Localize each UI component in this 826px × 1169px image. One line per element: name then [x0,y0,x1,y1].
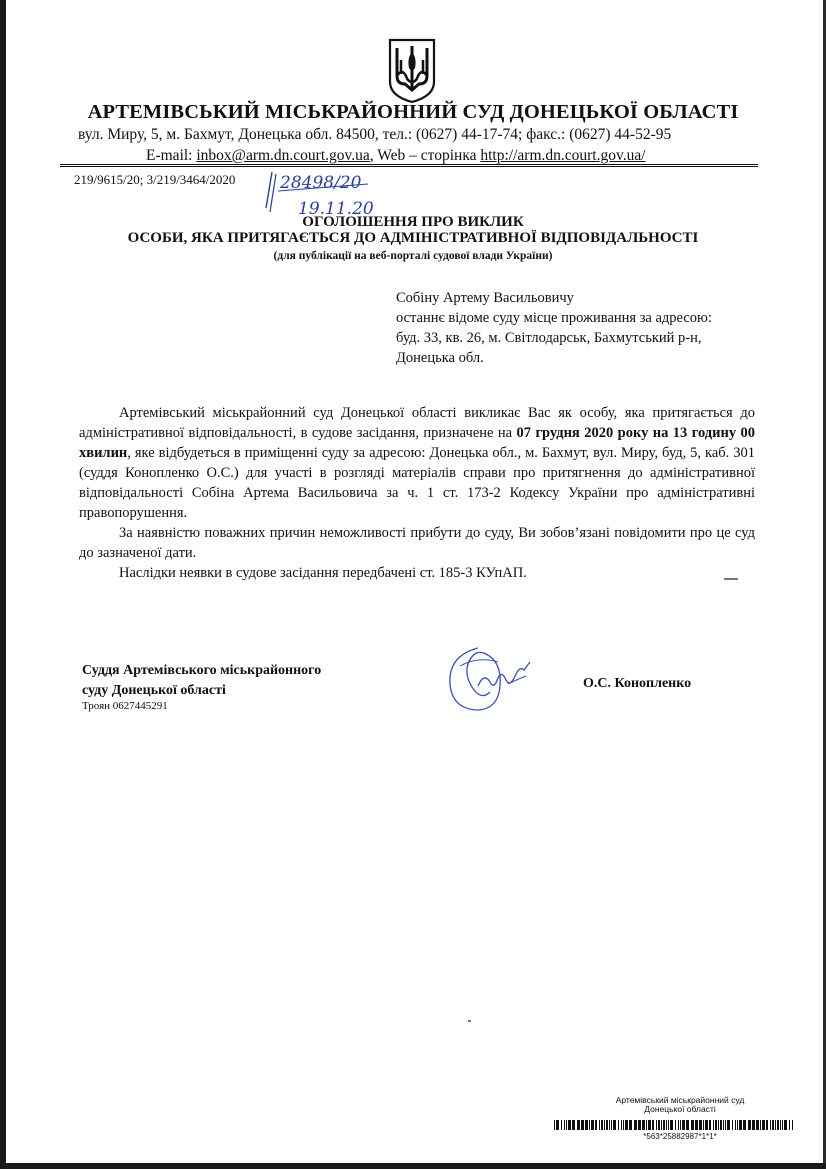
header-divider [60,164,758,165]
judge-title [82,661,321,701]
court-address: вул. Миру, 5, м. Бахмут, Донецька обл. 84500, тел.: (0627) 44-17-74; факс.: (0627) 44-52-95 [78,126,672,143]
barcode-bar [766,1120,768,1130]
web-label: , Web – сторінка [369,147,481,164]
barcode-bar [675,1120,676,1130]
stamp-court-line: Донецької області [644,1104,716,1114]
court-contacts [146,147,646,165]
barcode-bar [599,1120,600,1130]
barcode-bar [770,1120,771,1130]
barcode-bar [554,1120,555,1130]
trident-coat-of-arms-icon [388,38,436,104]
barcode-bar [680,1120,681,1130]
court-name-heading: АРТЕМІВСЬКИЙ МІСЬКРАЙОННИЙ СУД ДОНЕЦЬКОЇ ОБЛАСТІ [87,101,739,123]
barcode-bar [668,1120,669,1130]
barcode-bar [691,1120,694,1130]
summons-text: , яке відбудеться в приміщенні суду за адресою: Донецька обл., м. Бахмут, вул. Миру, буд, 5, каб. 301 (суддя Конопленко О.С.) для участі в розгляді матеріалів справи про притягнення до адміністративної відповідальності Собіна Артема Васильовича за ч. 1 ст. 173-2 Кодексу України про адміністративні правопорушення. [79,445,755,521]
barcode-bar [648,1120,651,1130]
barcode-bar [613,1120,616,1130]
barcode-bar [682,1120,685,1130]
barcode-bar [568,1120,571,1130]
barcode-bar [713,1120,714,1130]
stamp-court-line: Артемівський міськрайонний суд [615,1095,745,1105]
barcode-bar [666,1120,667,1130]
barcode-bar [695,1120,698,1130]
barcode-bar [611,1120,612,1130]
handwritten-date: 19.11.20 [298,199,374,219]
barcode-bar [777,1120,779,1130]
barcode-bar [589,1120,590,1130]
barcode-bar [748,1120,751,1130]
addressee-block [396,288,756,368]
header-divider [60,166,758,167]
judge-title-line: Суддя Артемівського міськрайонного [82,663,322,678]
barcode-bar [561,1120,562,1130]
barcode-bar [663,1120,665,1130]
barcode-bar [652,1120,654,1130]
barcode-bar [699,1120,702,1130]
barcode-bar [638,1120,641,1130]
barcode-bar [595,1120,597,1130]
barcode [554,1120,794,1130]
barcode-bar [743,1120,746,1130]
addressee-address-line: буд. 33, кв. 26, м. Світлодарськ, Бахмутський р-н, [396,330,702,346]
barcode-bar [629,1120,632,1130]
email-link[interactable]: inbox@arm.dn.court.gov.ua [196,147,370,164]
summons-paragraph [79,403,755,523]
barcode-bar [772,1120,774,1130]
barcode-bar [725,1120,726,1130]
barcode-bar [670,1120,673,1130]
handwritten-number: 28498/20 [280,173,362,193]
registration-stamp [560,1096,800,1114]
barcode-bar [564,1120,565,1130]
barcode-bar [792,1120,793,1130]
barcode-bar [609,1120,610,1130]
barcode-bar [646,1120,647,1130]
barcode-bar [718,1120,719,1130]
barcode-bar [591,1120,594,1130]
summons-text: Артемівський міськрайонний суд Донецької області викликає Вас як особу, яка притягається до адміністративної відповідальності, в судове засідання, призначене на [79,405,755,441]
obligation-paragraph: За наявністю поважних причин неможливості прибути до суду, Ви зобов’язані повідомити про це суд до зазначеної дати. [79,525,755,561]
hearing-date-time: 07 грудня 2020 року на 13 годину 00 хвилин [79,425,756,461]
barcode-bar [606,1120,608,1130]
barcode-bar [709,1120,711,1130]
barcode-bar [661,1120,662,1130]
barcode-bar [577,1120,580,1130]
barcode-bar [623,1120,624,1130]
barcode-bar [686,1120,689,1130]
barcode-bar [752,1120,755,1130]
notice-title: ОГОЛОШЕННЯ ПРО ВИКЛИК [302,214,524,230]
barcode-bar [789,1120,790,1130]
email-label: E-mail: [146,147,197,164]
barcode-bar [634,1120,637,1130]
barcode-bar [678,1120,679,1130]
judge-title-line: суду Донецької області [82,683,226,698]
barcode-bar [780,1120,781,1130]
notice-subtitle: ОСОБИ, ЯКА ПРИТЯГАЄТЬСЯ ДО АДМІНІСТРАТИВНОЇ ВІДПОВІДАЛЬНОСТІ [127,230,699,246]
barcode-number: *563*25882987*1*1* [643,1132,717,1141]
barcode-bar [658,1120,660,1130]
barcode-bar [618,1120,619,1130]
scan-edge-left [0,0,6,1169]
web-link[interactable]: http://arm.dn.court.gov.ua/ [480,147,646,164]
barcode-bar [737,1120,738,1130]
barcode-bar [703,1120,704,1130]
barcode-bar [782,1120,783,1130]
barcode-bar [556,1120,559,1130]
barcode-bar [720,1120,722,1130]
barcode-bar [739,1120,742,1130]
barcode-bar [572,1120,575,1130]
barcode-bar [727,1120,730,1130]
judge-signature [438,636,548,716]
executor-contact: Троян 0627445291 [82,700,168,712]
scan-speck [724,578,738,580]
barcode-bar [762,1120,765,1130]
barcode-bar [732,1120,733,1130]
barcode-bar [784,1120,787,1130]
barcode-bar [621,1120,622,1130]
publication-note: (для публікації на веб-порталі судової влади України) [273,250,553,262]
barcode-bar [566,1120,567,1130]
barcode-bar [715,1120,717,1130]
barcode-bar [735,1120,736,1130]
barcode-bar [656,1120,657,1130]
barcode-bar [760,1120,761,1130]
scan-speck [468,1020,471,1022]
addressee-address-line: останнє відоме суду місце проживання за адресою: [396,310,712,326]
barcode-bar [723,1120,724,1130]
addressee-name: Собіну Артему Васильовичу [396,290,574,306]
case-number: 219/9615/20; 3/219/3464/2020 [74,172,236,187]
scan-edge-bottom [0,1163,826,1169]
barcode-bar [642,1120,645,1130]
barcode-bar [585,1120,588,1130]
barcode-bar [625,1120,628,1130]
barcode-bar [581,1120,584,1130]
addressee-address-line: Донецька обл. [396,350,484,366]
judge-name: О.С. Конопленко [583,676,692,691]
barcode-bar [756,1120,759,1130]
barcode-bar [775,1120,776,1130]
barcode-bar [705,1120,708,1130]
barcode-bar [601,1120,603,1130]
consequences-paragraph: Наслідки неявки в судове засідання передбачені ст. 185-3 КУпАП. [119,565,527,581]
notice-body [79,403,755,583]
barcode-bar [604,1120,605,1130]
